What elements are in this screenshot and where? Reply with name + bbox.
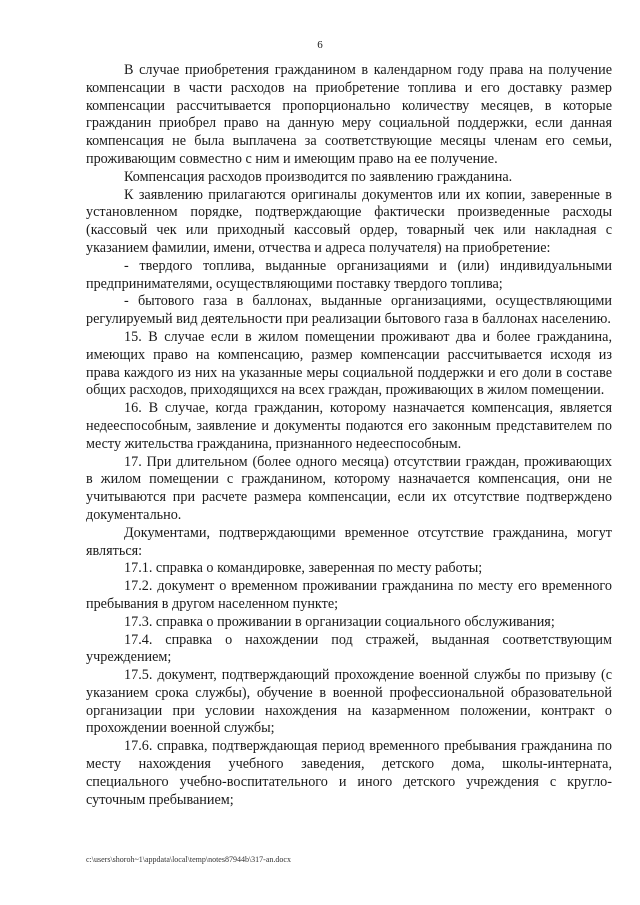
document-body [86, 62, 612, 809]
page-number: 6 [317, 39, 323, 51]
paragraph-item-17-1: 17.1. справка о командировке, заверенная по месту работы; [124, 560, 483, 577]
paragraph-bottled-gas: - бытового газа в баллонах, выданные организациями, осуществляющими регулируемый вид деятельности при реализации бытового газа в баллонах населению. [86, 293, 612, 328]
paragraph-attached-documents: К заявлению прилагаются оригиналы документов или их копии, заверенные в установленном порядке, подтверждающие фактически произведенные расходы (кассовый чек или приходный кассовый ордер, товарный чек или накладная с указанием фамилии, имени, отчества и адреса получателя) на приобретение: [86, 186, 612, 256]
paragraph-solid-fuel: - твердого топлива, выданные организациями и (или) индивидуальными предпринимателями, осуществляющими поставку твердого топлива; [86, 257, 612, 292]
paragraph-item-17-5: 17.5. документ, подтверждающий прохождение военной службы по призыву (с указанием срока службы), обучение в военной профессиональной образовательной организации при условии нахождения на казарменном положении, контракт о прохождении военной службы; [86, 667, 612, 737]
paragraph-item-16: 16. В случае, когда гражданин, которому назначается компенсация, является недееспособным, заявление и документы подаются его законным представителем по месту жительства гражданина, признанного недееспособным. [86, 400, 612, 452]
paragraph-item-15: 15. В случае если в жилом помещении проживают два и более гражданина, имеющих право на компенсацию, размер компенсации рассчитывается исходя из права каждого из них на указанные меры социальной поддержки и его доли в составе общих расходов, приходящихся на всех граждан, проживающих в жилом помещении. [86, 328, 612, 399]
footer-file-path: c:\users\shoroh~1\appdata\local\temp\notes87944b\317-an.docx [86, 855, 291, 864]
paragraph-compensation-proportional: В случае приобретения гражданином в календарном году права на получение компенсации в части расходов на приобретение топлива и его доставку размер компенсации рассчитывается пропорционально количеству месяцев, в которые гражданин приобрел право на данную меру социальной поддержки, если данная компенсация не была выплачена за соответствующие месяцы членам его семьи, проживающим совместно с ним и имеющим право на ее получение. [86, 62, 612, 167]
paragraph-absence-documents: Документами, подтверждающими временное отсутствие гражданина, могут являться: [86, 524, 612, 559]
paragraph-compensation-by-application: Компенсация расходов производится по заявлению гражданина. [124, 168, 513, 185]
paragraph-item-17-3: 17.3. справка о проживании в организации социального обслуживания; [124, 613, 555, 630]
paragraph-item-17-4: 17.4. справка о нахождении под стражей, выданная соответствующим учреждением; [86, 631, 612, 666]
paragraph-item-17-6: 17.6. справка, подтверждающая период временного пребывания гражданина по месту нахождения учебного заведения, детского дома, школы-интерната, специального учебно-воспитательного и иного детского учреждения с кругло-суточным пребыванием; [86, 738, 612, 808]
paragraph-item-17-2: 17.2. документ о временном проживании гражданина по месту его временного пребывания в другом населенном пункте; [86, 578, 612, 612]
paragraph-item-17: 17. При длительном (более одного месяца) отсутствии граждан, проживающих в жилом помещении с гражданином, которому назначается компенсация, они не учитываются при расчете размера компенсации, если их отсутствие подтверждено документально. [86, 453, 612, 523]
